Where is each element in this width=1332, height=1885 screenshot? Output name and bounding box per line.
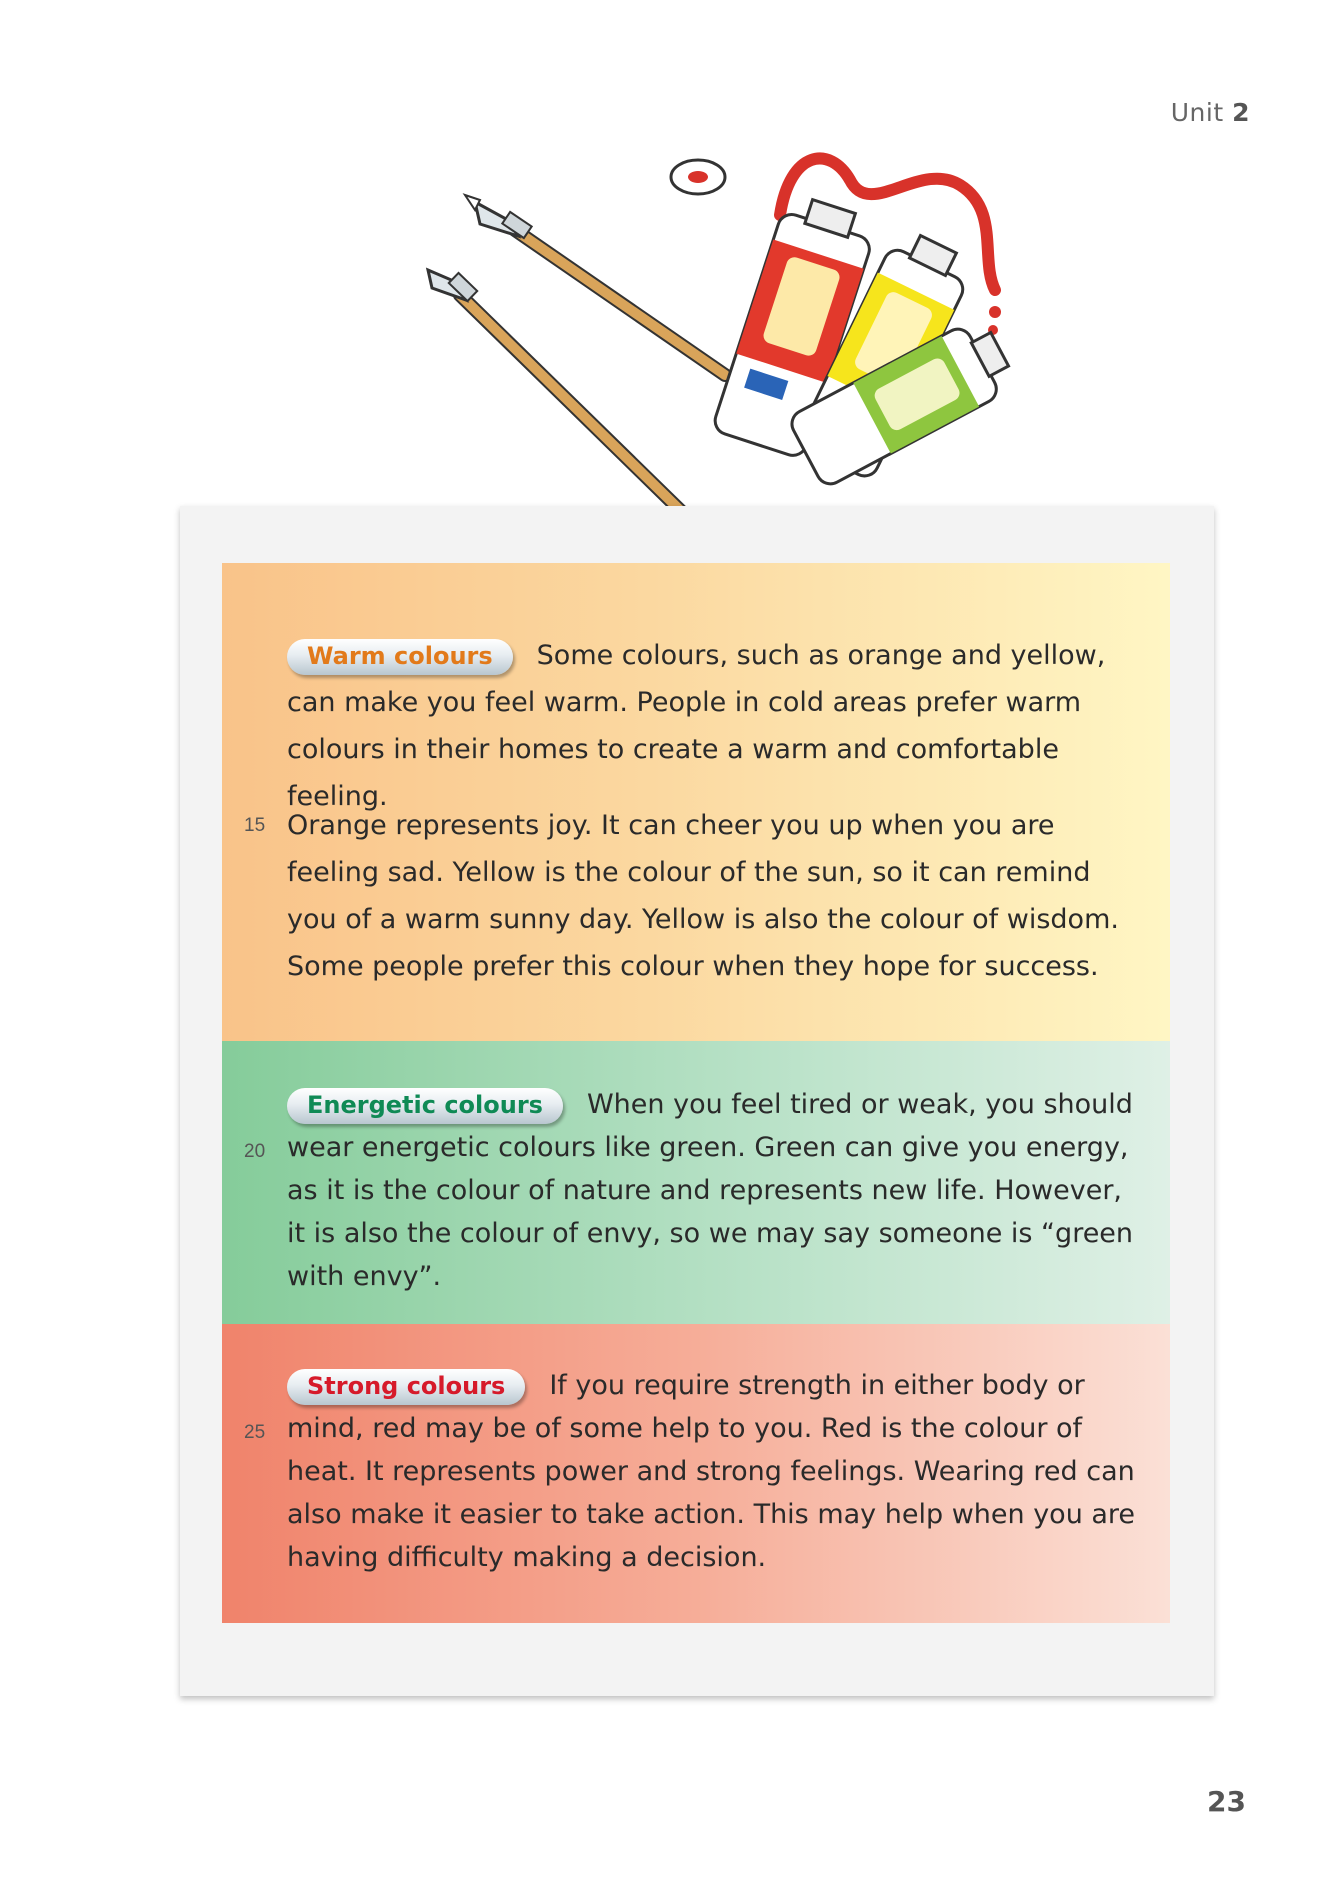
warm-text-2: Orange represents joy. It can cheer you up when you are feeling sad. Yellow is the colour of the sun, so it can remind you of a warm sunny day. Yellow is also the colour of wisdom. Some people prefer this colour when they hope for success. xyxy=(287,810,1119,982)
paint-illustration xyxy=(420,140,1240,560)
line-number-15: 15 xyxy=(244,815,266,836)
page-number: 23 xyxy=(1207,1785,1246,1818)
unit-number: 2 xyxy=(1232,98,1250,127)
energetic-text: When you feel tired or weak, you should wear energetic colours like green. Green can give you energy, as it is the colour of nature and represents new life. However, it is also the colour of envy, so we may say someone is “green with envy”. xyxy=(287,1089,1134,1292)
energetic-colours-heading: Energetic colours xyxy=(287,1088,563,1124)
paintbrush-icon xyxy=(465,195,725,375)
warm-colours-heading: Warm colours xyxy=(287,639,513,675)
strong-colours-heading: Strong colours xyxy=(287,1369,525,1405)
strong-text: If you require strength in either body or mind, red may be of some help to you. Red is the colour of heat. It represents power and strong feelings. Wearing red can also make it easier to take action. This may help when you are having difficulty making a decision. xyxy=(287,1370,1136,1573)
line-number-25: 25 xyxy=(244,1422,266,1443)
line-number-20: 20 xyxy=(244,1141,266,1162)
strong-paragraph xyxy=(287,1364,1147,1579)
unit-label xyxy=(1171,98,1250,127)
warm-text-1: Some colours, such as orange and yellow, can make you feel warm. People in cold areas prefer warm colours in their homes to create a warm and comfortable feeling. xyxy=(287,640,1106,812)
energetic-paragraph xyxy=(287,1083,1147,1298)
paintbrush-icon xyxy=(428,270,685,515)
warm-paragraph-1 xyxy=(287,632,1147,820)
unit-text: Unit xyxy=(1170,98,1224,127)
warm-paragraph-2 xyxy=(287,802,1147,990)
